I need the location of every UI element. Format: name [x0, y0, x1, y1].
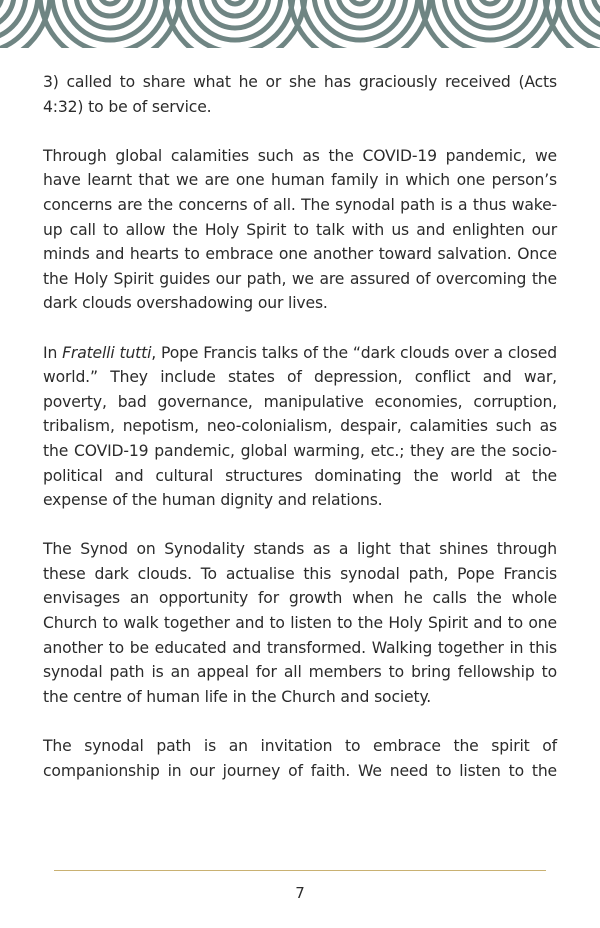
page-number: 7	[295, 884, 305, 902]
book-title-fratelli-tutti: Fratelli tutti	[62, 343, 152, 362]
paragraph-4-text: The Synod on Synodality stands as a light that shines through these dark clouds. To actualise this synodal path, Pope Francis envisages an opportunity for growth when he calls the whole Church to walk together and to listen to the Holy Spirit and to one another to be educated and transformed. Walking together in this synodal path is an appeal for all members to bring fellowship to the centre of human life in the Church and society.	[43, 540, 557, 706]
paragraph-5	[43, 734, 557, 783]
wave-arc	[225, 0, 245, 4]
paragraph-3-prefix: In	[43, 343, 63, 362]
page-body	[43, 70, 557, 808]
wave-arc	[480, 0, 500, 4]
paragraph-2-text: Through global calamities such as the COVID-19 pandemic, we have learnt that we are one human family in which one person’s concerns are the concerns of all. The synodal path is a thus wake-up call to allow the Holy Spirit to talk with us and enlighten our minds and hearts to embrace one another toward salvation. Once the Holy Spirit guides our path, we are assured of overcoming the dark clouds overshadowing our lives.	[43, 146, 557, 313]
wave-arc	[0, 0, 2, 16]
header-wave-pattern	[0, 0, 600, 48]
paragraph-1-text: 3) called to share what he or she has graciously received (Acts 4:32) to be of service.	[43, 73, 557, 116]
paragraph-3-text: , Pope Francis talks of the “dark clouds over a closed world.” They include states of depression, conflict and war, poverty, bad governance, manipulative economies, corruption, tribalism, nepotism, neo-colonialism, despair, calamities such as the COVID-19 pandemic, global warming, etc.; they are the socio-political and cultural structures dominating the world at the expense of the human dignity and relations.	[43, 343, 557, 510]
wave-arc	[100, 0, 120, 4]
wave-arc	[350, 0, 370, 4]
wave-arc	[593, 0, 600, 16]
paragraph-5-text: The synodal path is an invitation to embrace the spirit of companionship in our journey of faith. We need to listen to the	[43, 737, 557, 780]
concentric-arc-wave-icon	[0, 0, 600, 48]
footer-divider	[54, 870, 546, 871]
paragraph-4	[43, 537, 557, 709]
paragraph-1	[43, 70, 557, 119]
paragraph-3	[43, 341, 557, 513]
paragraph-2	[43, 144, 557, 316]
